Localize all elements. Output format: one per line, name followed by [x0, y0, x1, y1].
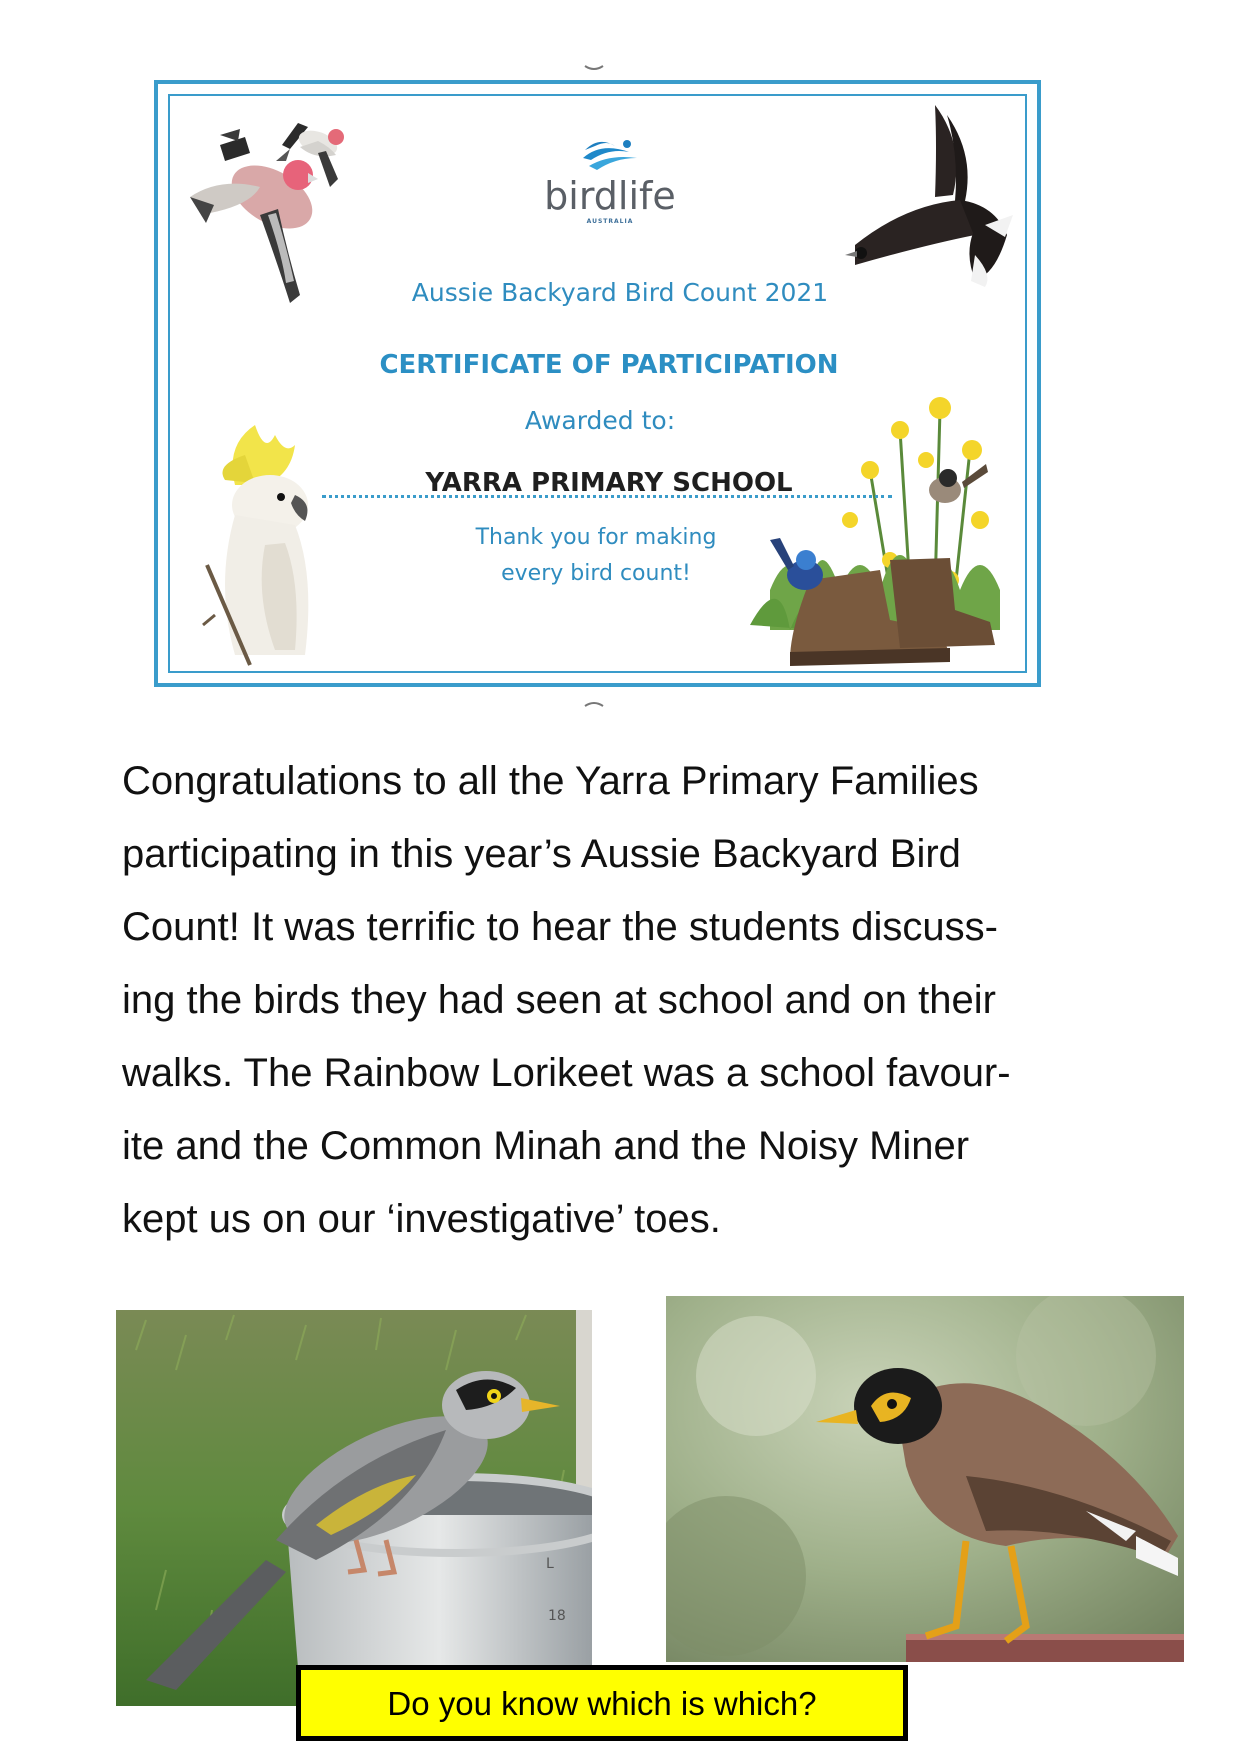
bucket-marking-letter: L [546, 1556, 554, 1572]
magpie-illustration [835, 105, 1020, 290]
article-line: walks. The Rainbow Lorikeet was a school favour- [122, 1051, 1011, 1095]
certificate-title: CERTIFICATE OF PARTICIPATION [379, 350, 839, 380]
noisy-miner-photo [116, 1310, 592, 1706]
question-caption: Do you know which is which? [296, 1665, 908, 1741]
birdlife-logo [510, 132, 710, 225]
logo-subtitle: AUSTRALIA [586, 218, 634, 225]
article-line: participating in this year’s Aussie Backyard Bird [122, 832, 961, 876]
recipient-name: YARRA PRIMARY SCHOOL [425, 468, 793, 498]
article-line: ite and the Common Minah and the Noisy Miner [122, 1124, 970, 1168]
article-line: kept us on our ‘investigative’ toes. [122, 1197, 721, 1241]
awarded-label: Awarded to: [524, 406, 676, 435]
recipient-dotted-line [322, 495, 892, 498]
article-line: Count! It was terrific to hear the students discuss- [122, 905, 998, 949]
article-line: Congratulations to all the Yarra Primary Families [122, 759, 979, 803]
event-title: Aussie Backyard Bird Count 2021 [411, 278, 829, 307]
common-myna-photo [666, 1296, 1184, 1662]
bucket-marking-number: 18 [548, 1608, 566, 1624]
thanks-line-2: every bird count! [501, 561, 691, 586]
bird-wave-icon [579, 132, 641, 172]
image-handle-top[interactable] [583, 64, 605, 72]
thanks-line-1: Thank you for making [475, 525, 717, 550]
article-paragraph [122, 745, 1142, 1256]
article-line: ing the birds they had seen at school and on their [122, 978, 996, 1022]
image-handle-bottom[interactable] [583, 700, 605, 708]
logo-wordmark: birdlife [544, 174, 676, 218]
thanks-message [0, 520, 1192, 592]
